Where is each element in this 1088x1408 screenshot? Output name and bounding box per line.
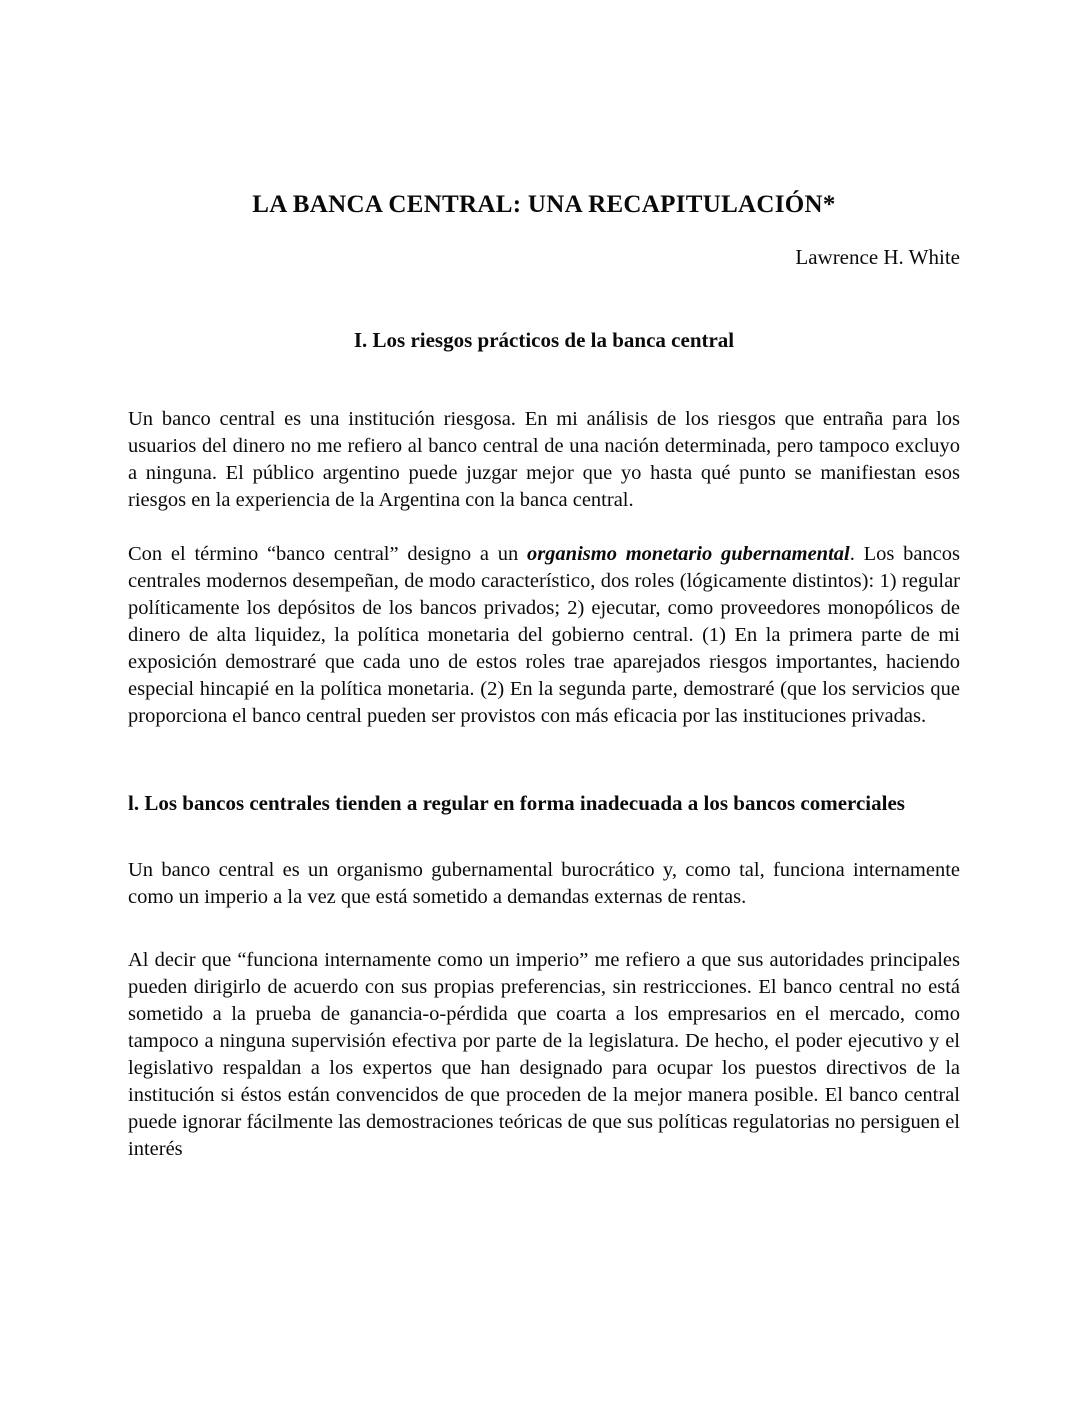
document-title: LA BANCA CENTRAL: UNA RECAPITULACIÓN*: [252, 191, 836, 218]
paragraph-central-bank-definition: [128, 541, 960, 730]
subsection-heading: l. Los bancos centrales tienden a regular en forma inadecuada a los bancos comerciales: [128, 791, 905, 815]
paragraph-empire-explanation: Al decir que “funciona internamente como un imperio” me refiero a que sus autoridades principales pueden dirigirlo de acuerdo con sus propias preferencias, sin restricciones. El banco central no está sometido a la prueba de ganancia-o-pérdida que coarta a los empresarios en el mercado, como tampoco a ninguna supervisión efectiva por parte de la legislatura. De hecho, el poder ejecutivo y el legislativo respaldan a los expertos que han designado para ocupar los puestos directivos de la institución si éstos están convencidos de que proceden de la mejor manera posible. El banco central puede ignorar fácilmente las demostraciones teóricas de que sus políticas regulatorias no persiguen el interés: [128, 949, 960, 1160]
paragraph-bureaucratic-organism: Un banco central es un organismo gubernamental burocrático y, como tal, funciona internamente como un imperio a la vez que está sometido a demandas externas de rentas.: [128, 859, 960, 908]
section-heading: I. Los riesgos prácticos de la banca central: [353, 328, 735, 352]
paragraph-2-text-before-italic: Con el término “banco central” designo a un: [128, 543, 527, 565]
paragraph-risks-intro: Un banco central es una institución riesgosa. En mi análisis de los riesgos que entraña para los usuarios del dinero no me refiero al banco central de una nación determinada, pero tampoco excluyo a ninguna. El público argentino puede juzgar mejor que yo hasta qué punto se manifiestan esos riesgos en la experiencia de la Argentina con la banca central.: [128, 408, 960, 511]
author-byline: Lawrence H. White: [795, 245, 960, 269]
paragraph-2-text-after-italic: . Los bancos centrales modernos desempeñan, de modo característico, dos roles (lógicamente distintos): 1) regular políticamente los depósitos de los bancos privados; 2) ejecutar, como proveedores monopólicos de dinero de alta liquidez, la política monetaria del gobierno central. (1) En la primera parte de mi exposición demostraré que cada uno de estos roles trae aparejados riesgos importantes, haciendo especial hincapié en la política monetaria. (2) En la segunda parte, demostraré (que los servicios que proporciona el banco central pueden ser provistos con más eficacia por las instituciones privadas.: [128, 543, 961, 727]
italic-phrase-organismo-monetario: organismo monetario gubernamental: [526, 543, 850, 565]
